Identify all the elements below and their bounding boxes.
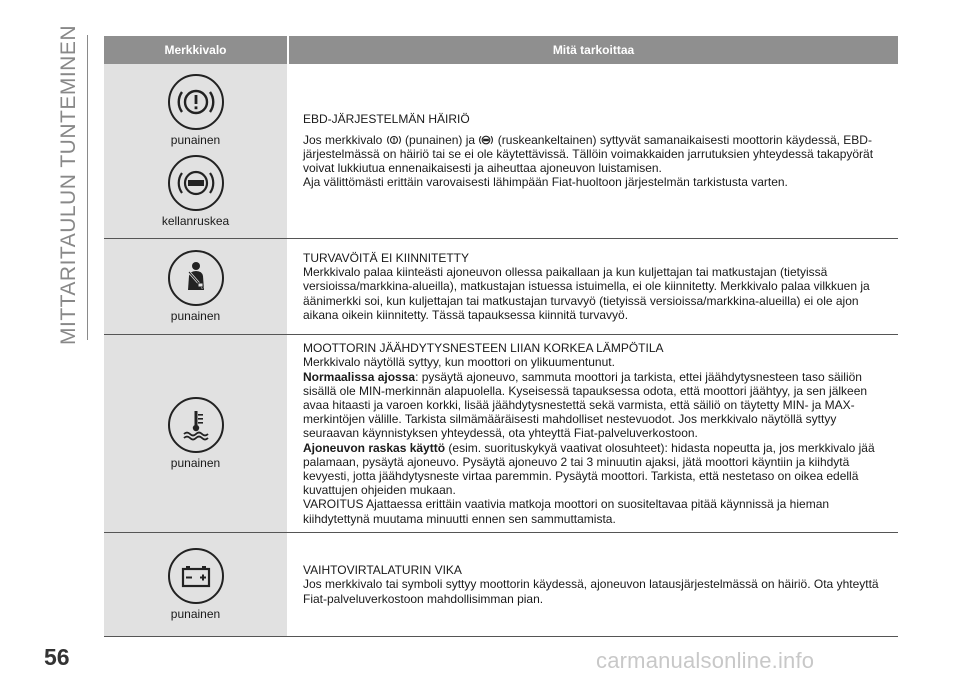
row-text-part: (ruskeankeltainen) syttyvät samanaikaisesti moottorin käydessä, EBD-järjestelmässä on häiriö tai se ei ole käytettävissä. Tällöin voimakkaiden jarrutuksien yhteydessä takapyörät voivat lukkiutua ennenaikaisesti ja aiheuttaa ajoneuvon luistamisen. [303,132,874,176]
row-title: VAIHTOVIRTALATURIN VIKA [303,563,462,578]
brake-warning-icon [168,74,224,130]
battery-icon [168,548,224,604]
indicator-color-label: punainen [170,309,221,323]
row-text-part: (punainen) ja [405,132,476,147]
side-divider [87,35,88,340]
abs-icon [478,133,494,147]
indicator-cell [104,533,289,636]
abs-icon [168,155,224,211]
table-row [104,335,898,533]
indicator-color-label: kellanruskea [161,214,230,228]
table-row [104,64,898,239]
coolant-temperature-icon [168,397,224,453]
brake-warning-icon [386,133,402,147]
header-warning-light: Merkkivalo [104,36,289,64]
row-title: TURVAVÖITÄ EI KIINNITETTY [303,250,470,265]
row-title: EBD-JÄRJESTELMÄN HÄIRIÖ [303,112,470,127]
header-meaning: Mitä tarkoittaa [552,43,635,57]
indicator-cell [104,239,289,334]
row-title: MOOTTORIN JÄÄHDYTYSNESTEEN LIIAN KORKEA LÄMPÖTILA [303,341,664,356]
row-text-part: : pysäytä ajoneuvo, sammuta moottori ja tarkista, ettei jäähdytysnesteen taso säiliön sisällä ole MIN-merkinnän alapuolella. Kyseisessä tapauksessa odota, että moottori jäähtyy, ja sen jälkeen avaa hitaasti ja varoen korkki, lisää jäähdytysnestettä sekä varmista, että säiliö on täytetty MIN- ja MAX-merkintöjen välille. Tarkista silmämääräisesti mahdolliset nestevuodot. Jos merkkivalo näytöllä syttyy seuraavan käynnistyksen yhteydessä, ota yhteyttä Fiat-palveluverkostoon. [303,369,868,441]
row-text: Jos merkkivalo tai symboli syttyy moottorin käydessä, ajoneuvon latausjärjestelmässä on häiriö. Ota yhteyttä Fiat-palveluverkostoon mahdollisimman pian. [303,577,879,606]
section-title-text: MITTARITAULUN TUNTEMINEN [57,25,80,345]
row-text-bold: Normaalissa ajossa [303,369,416,384]
indicator-cell [104,335,289,532]
table-row [104,533,898,637]
table-header [104,36,898,64]
row-text: Merkkivalo näytöllä syttyy, kun moottori on ylikuumentunut. [303,355,615,370]
description-cell [289,64,898,238]
page-number: 56 [44,644,70,670]
description-cell [289,533,898,636]
indicator-color-label: punainen [170,456,221,470]
table-row [104,239,898,335]
row-text-part: (esim. suorituskykyä vaativat olosuhteet): hidasta nopeutta ja, jos merkkivalo jää palamaan, pysäytä ajoneuvo. Pysäytä ajoneuvo 2 tai 3 minuutin ajaksi, jätä moottori käyntiin ja kiihdytä kevyesti, jotta jäähdytysneste virtaa paremmin. Pysäytä moottori. Tarkista, että nestetaso on oikea edellä kuvattujen ohjeiden mukaan. [303,440,875,498]
description-cell [289,239,898,334]
description-cell [289,335,898,532]
row-text-bold: Ajoneuvon raskas käyttö [303,440,446,455]
watermark: carmanualsonline.info [596,648,815,673]
section-title [52,20,86,350]
indicator-color-label: punainen [170,607,221,621]
row-text [303,133,892,176]
indicator-cell [104,64,289,238]
row-text: VAROITUS Ajattaessa erittäin vaativia matkoja moottori on suositeltavaa pitää käynnissä ja hieman kiihdytettynä muutama minuutti ennen sen sammuttamista. [303,497,830,526]
indicator-color-label: punainen [170,133,221,147]
row-text: Merkkivalo palaa kiinteästi ajoneuvon ollessa paikallaan ja kun kuljettajan tai matkustajan (tietyissä versioissa/markkina-alueilla), matkustajan istuessa istuimella, ei ole kiinnitetty. Merkkivalo palaa vilkkuen ja äänimerkki soi, kun kuljettajan tai matkustajan turvavyö (tietyissä versioissa/markkina-alueilla) ei ole ajon aikana oikein kiinnitetty. Tässä tapauksessa kiinnitä turvavyö. [303,265,870,322]
row-text: Aja välittömästi erittäin varovaisesti lähimpään Fiat-huoltoon järjestelmän tarkistusta varten. [303,175,788,190]
seatbelt-icon [168,250,224,306]
row-text [303,441,892,498]
row-text [303,370,892,441]
warning-lights-table [104,36,898,637]
row-text-part: Jos merkkivalo [303,132,383,147]
